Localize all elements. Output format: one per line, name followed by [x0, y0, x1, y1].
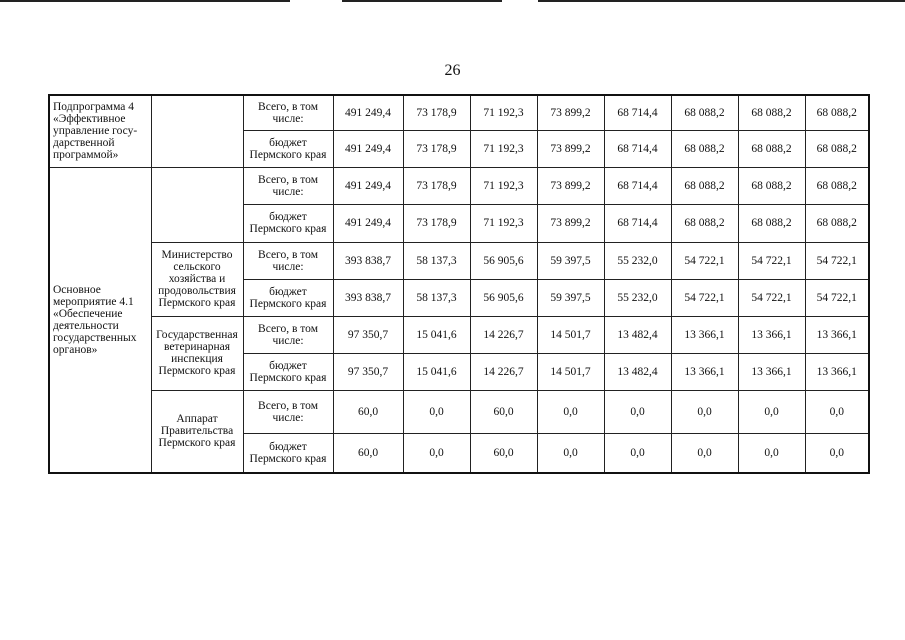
value-cell: 54 722,1 — [671, 279, 738, 316]
value-cell: 68 714,4 — [604, 167, 671, 204]
empty-cell — [151, 167, 243, 242]
value-cell: 15 041,6 — [403, 353, 470, 390]
value-cell: 56 905,6 — [470, 279, 537, 316]
value-cell: 0,0 — [738, 390, 805, 433]
value-cell: 0,0 — [604, 390, 671, 433]
value-cell: 13 366,1 — [738, 353, 805, 390]
subprogram-name: Подпрограмма 4 «Эффективное управление госу-дарственной программой» — [49, 95, 151, 167]
value-cell: 59 397,5 — [537, 242, 604, 279]
value-cell: 54 722,1 — [805, 279, 869, 316]
value-cell: 68 088,2 — [805, 130, 869, 167]
value-cell: 73 899,2 — [537, 167, 604, 204]
value-cell: 73 899,2 — [537, 130, 604, 167]
value-cell: 14 501,7 — [537, 316, 604, 353]
value-cell: 54 722,1 — [805, 242, 869, 279]
value-cell: 68 088,2 — [671, 204, 738, 242]
value-cell: 0,0 — [537, 390, 604, 433]
organization-name: Аппарат Правительства Пермского края — [151, 390, 243, 473]
value-cell: 71 192,3 — [470, 204, 537, 242]
value-cell: 13 366,1 — [671, 316, 738, 353]
value-cell: 0,0 — [403, 390, 470, 433]
empty-cell — [151, 95, 243, 167]
table-row — [49, 390, 869, 433]
value-cell: 14 501,7 — [537, 353, 604, 390]
value-cell: 0,0 — [403, 433, 470, 473]
value-cell: 60,0 — [333, 433, 403, 473]
source-label: Всего, в том числе: — [243, 242, 333, 279]
budget-table — [48, 94, 870, 474]
value-cell: 55 232,0 — [604, 242, 671, 279]
value-cell: 0,0 — [671, 390, 738, 433]
organization-name: Государственная ветеринарная инспекция Пермского края — [151, 316, 243, 390]
value-cell: 97 350,7 — [333, 353, 403, 390]
value-cell: 13 366,1 — [805, 316, 869, 353]
value-cell: 491 249,4 — [333, 130, 403, 167]
value-cell: 60,0 — [333, 390, 403, 433]
value-cell: 59 397,5 — [537, 279, 604, 316]
value-cell: 71 192,3 — [470, 130, 537, 167]
value-cell: 491 249,4 — [333, 167, 403, 204]
value-cell: 71 192,3 — [470, 167, 537, 204]
value-cell: 71 192,3 — [470, 95, 537, 130]
value-cell: 68 714,4 — [604, 95, 671, 130]
value-cell: 68 088,2 — [805, 167, 869, 204]
value-cell: 14 226,7 — [470, 353, 537, 390]
value-cell: 73 178,9 — [403, 204, 470, 242]
value-cell: 393 838,7 — [333, 279, 403, 316]
value-cell: 13 482,4 — [604, 353, 671, 390]
value-cell: 60,0 — [470, 390, 537, 433]
value-cell: 68 088,2 — [738, 167, 805, 204]
value-cell: 68 088,2 — [805, 204, 869, 242]
table-row — [49, 242, 869, 279]
value-cell: 68 088,2 — [805, 95, 869, 130]
source-label: бюджет Пермского края — [243, 130, 333, 167]
source-label: Всего, в том числе: — [243, 167, 333, 204]
value-cell: 0,0 — [805, 390, 869, 433]
value-cell: 0,0 — [537, 433, 604, 473]
value-cell: 60,0 — [470, 433, 537, 473]
source-label: Всего, в том числе: — [243, 316, 333, 353]
value-cell: 0,0 — [738, 433, 805, 473]
value-cell: 55 232,0 — [604, 279, 671, 316]
value-cell: 68 088,2 — [738, 204, 805, 242]
value-cell: 491 249,4 — [333, 95, 403, 130]
value-cell: 73 178,9 — [403, 167, 470, 204]
source-label: бюджет Пермского края — [243, 353, 333, 390]
value-cell: 73 178,9 — [403, 130, 470, 167]
value-cell: 0,0 — [805, 433, 869, 473]
value-cell: 58 137,3 — [403, 279, 470, 316]
value-cell: 14 226,7 — [470, 316, 537, 353]
page-number: 26 — [444, 62, 461, 79]
value-cell: 13 366,1 — [805, 353, 869, 390]
value-cell: 54 722,1 — [738, 242, 805, 279]
value-cell: 73 899,2 — [537, 95, 604, 130]
value-cell: 491 249,4 — [333, 204, 403, 242]
value-cell: 68 088,2 — [671, 95, 738, 130]
value-cell: 68 088,2 — [671, 167, 738, 204]
value-cell: 73 178,9 — [403, 95, 470, 130]
table-row — [49, 167, 869, 204]
value-cell: 15 041,6 — [403, 316, 470, 353]
value-cell: 13 366,1 — [671, 353, 738, 390]
source-label: бюджет Пермского края — [243, 433, 333, 473]
value-cell: 68 714,4 — [604, 204, 671, 242]
value-cell: 13 366,1 — [738, 316, 805, 353]
value-cell: 68 714,4 — [604, 130, 671, 167]
top-edge-line — [0, 0, 290, 2]
table-row — [49, 95, 869, 130]
value-cell: 0,0 — [604, 433, 671, 473]
organization-name: Министерство сельского хозяйства и продовольствия Пермского края — [151, 242, 243, 316]
activity-name: Основное мероприятие 4.1 «Обеспечение деятельности государственных органов» — [49, 167, 151, 473]
value-cell: 97 350,7 — [333, 316, 403, 353]
value-cell: 68 088,2 — [738, 95, 805, 130]
value-cell: 13 482,4 — [604, 316, 671, 353]
source-label: Всего, в том числе: — [243, 95, 333, 130]
top-edge-line — [538, 0, 905, 2]
table-row — [49, 316, 869, 353]
value-cell: 56 905,6 — [470, 242, 537, 279]
value-cell: 54 722,1 — [738, 279, 805, 316]
source-label: бюджет Пермского края — [243, 204, 333, 242]
value-cell: 58 137,3 — [403, 242, 470, 279]
value-cell: 393 838,7 — [333, 242, 403, 279]
top-edge-line — [342, 0, 502, 2]
value-cell: 73 899,2 — [537, 204, 604, 242]
value-cell: 54 722,1 — [671, 242, 738, 279]
source-label: Всего, в том числе: — [243, 390, 333, 433]
value-cell: 68 088,2 — [671, 130, 738, 167]
value-cell: 68 088,2 — [738, 130, 805, 167]
value-cell: 0,0 — [671, 433, 738, 473]
source-label: бюджет Пермского края — [243, 279, 333, 316]
